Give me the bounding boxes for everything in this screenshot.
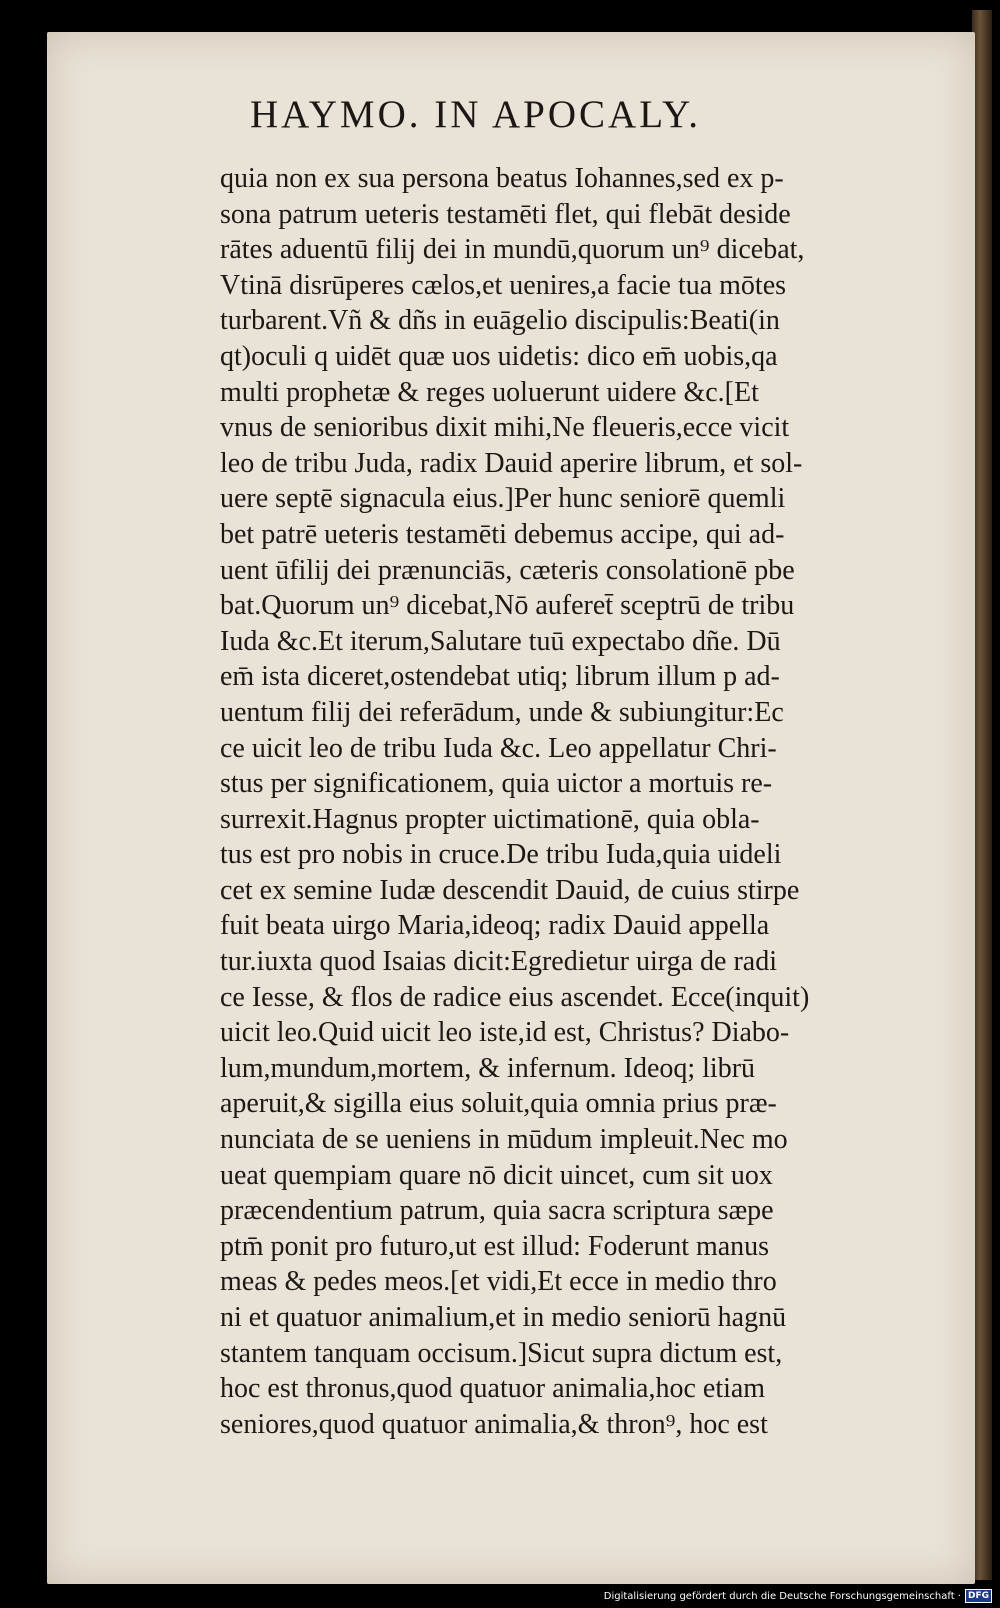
text-line: sona patrum ueteris testamēti flet, qui flebāt deside: [220, 198, 791, 230]
text-line: tur.iuxta quod Isaias dicit:Egredietur uirga de radi: [220, 946, 777, 978]
text-line: præcendentium patrum, quia sacra scriptura sæpe: [220, 1195, 774, 1227]
text-line: em̄ ista diceret,ostendebat utiq; librum illum p ad-: [220, 661, 780, 693]
text-line: nunciata de se ueniens in mūdum impleuit.Nec mo: [220, 1124, 788, 1156]
text-block: [220, 161, 920, 1442]
text-line: quia non ex sua persona beatus Iohannes,sed ex p-: [220, 163, 784, 194]
text-line: tus est pro nobis in cruce.De tribu Iuda,quia uideli: [220, 839, 782, 871]
text-line: Iuda &c.Et iterum,Salutare tuū expectabo dñe. Dū: [220, 625, 781, 657]
text-line: uent ūfilij dei prænunciās, cæteris consolationē pbe: [220, 554, 795, 586]
text-line: vnus de senioribus dixit mihi,Ne fleueris,ecce vicit: [220, 412, 790, 444]
footer-credit: [604, 1589, 992, 1603]
text-line: ce uicit leo de tribu Iuda &c. Leo appellatur Chri-: [220, 732, 777, 764]
footer-credit-text: Digitalisierung gefördert durch die Deutsche Forschungsgemeinschaft ·: [603, 1590, 961, 1602]
text-line: bat.Quorum un⁹ dicebat,Nō auferet̄ sceptrū de tribu: [220, 590, 795, 622]
running-head: HAYMO. IN APOCALY.: [250, 93, 702, 136]
dfg-logo-icon: DFG: [965, 1589, 992, 1603]
text-line: rātes aduentū filij dei in mundū,quorum un⁹ dicebat,: [220, 234, 805, 266]
text-line: uicit leo.Quid uicit leo iste,id est, Christus? Diabo-: [220, 1017, 790, 1049]
text-line: stantem tanquam occisum.]Sicut supra dictum est,: [220, 1337, 783, 1369]
text-line: fuit beata uirgo Maria,ideoq; radix Dauid appella: [220, 910, 770, 942]
text-line: seniores,quod quatuor animalia,& thron⁹, hoc est: [220, 1408, 768, 1440]
text-line: bet patrē ueteris testamēti debemus accipe, qui ad-: [220, 518, 785, 550]
text-line: ni et quatuor animalium,et in medio seniorū hagnū: [220, 1302, 787, 1333]
text-line: Vtinā disrūperes cælos,et uenires,a facie tua mōtes: [220, 269, 787, 301]
text-line: multi prophetæ & reges uoluerunt uidere &c.[Et: [220, 376, 759, 408]
text-line: qt)oculi q uidēt quæ uos uidetis: dico em̄ uobis,qa: [220, 340, 778, 372]
text-line: ptm̄ ponit pro futuro,ut est illud: Foderunt manus: [220, 1230, 770, 1262]
text-line: turbarent.Vñ & dñs in euāgelio discipulis:Beati(in: [220, 305, 780, 337]
text-line: hoc est thronus,quod quatuor animalia,hoc etiam: [220, 1373, 766, 1405]
text-line: meas & pedes meos.[et vidi,Et ecce in medio thro: [220, 1266, 777, 1298]
text-line: leo de tribu Juda, radix Dauid aperire librum, et sol-: [220, 447, 803, 479]
text-line: stus per significationem, quia uictor a mortuis re-: [220, 768, 773, 800]
text-line: lum,mundum,mortem, & infernum. Ideoq; librū: [220, 1052, 756, 1084]
text-line: ueat quempiam quare nō dicit uincet, cum sit uox: [220, 1159, 773, 1191]
text-line: surrexit.Hagnus propter uictimationē, quia obla-: [220, 803, 760, 835]
text-line: uentum filij dei referādum, unde & subiungitur:Ec: [220, 696, 784, 728]
text-line: uere septē signacula eius.]Per hunc seniorē quemli: [220, 483, 786, 515]
text-line: aperuit,& sigilla eius soluit,quia omnia prius præ-: [220, 1088, 777, 1120]
text-line: ce Iesse, & flos de radice eius ascendet. Ecce(inquit): [220, 981, 810, 1013]
text-line: cet ex semine Iudæ descendit Dauid, de cuius stirpe: [220, 874, 800, 906]
book-page-edge: [972, 10, 992, 1580]
